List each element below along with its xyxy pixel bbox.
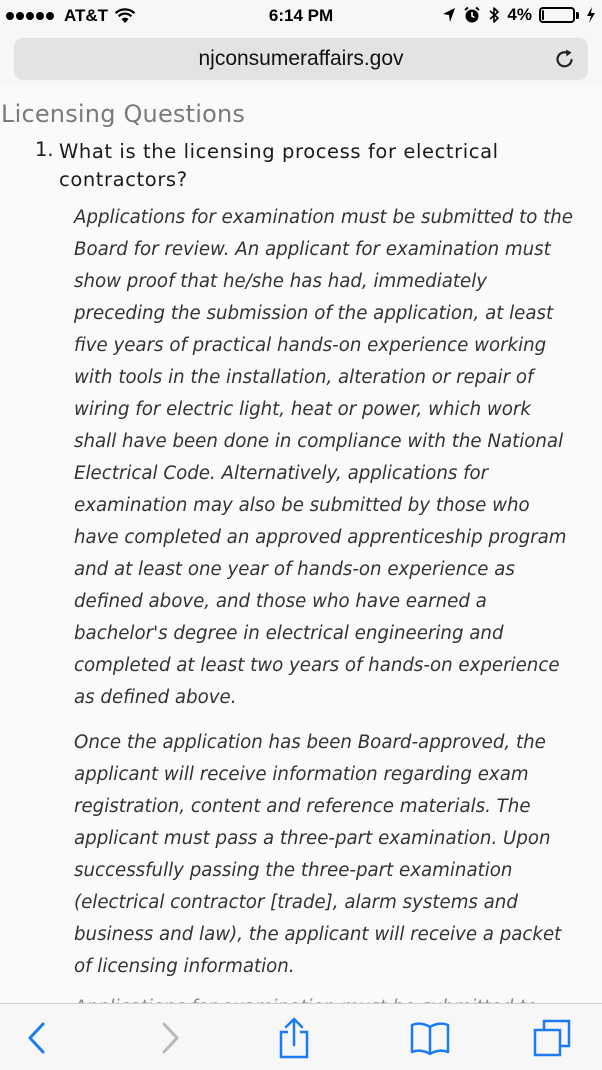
battery-percent: 4% (507, 5, 532, 24)
battery-nub (576, 12, 579, 19)
section-title: Licensing Questions (1, 100, 246, 128)
status-right (442, 5, 596, 25)
battery-icon (539, 7, 575, 23)
share-icon (277, 1017, 311, 1059)
question-number: 1. (35, 138, 54, 161)
alarm-clock-icon (463, 6, 481, 24)
back-button[interactable] (15, 1016, 59, 1060)
open-book-icon (409, 1021, 451, 1055)
tabs-button[interactable] (530, 1016, 574, 1060)
status-bar (0, 0, 602, 34)
chevron-left-icon (25, 1021, 49, 1055)
battery-level-fill (542, 10, 544, 20)
bookmarks-button[interactable] (408, 1016, 452, 1060)
tabs-icon (532, 1018, 572, 1058)
location-arrow-icon (442, 7, 456, 23)
carrier-name: AT&T (64, 6, 109, 25)
question-text: What is the licensing process for electrical contractors? (59, 140, 499, 191)
address-bar-domain[interactable]: njconsumeraffairs.gov (198, 47, 404, 70)
answer-paragraph: Applications for examination must be submitted to the Board for review. An applicant for examination must show proof that he/she has had, immediately preceding the submission of the application, at least five years of practical hands-on experience working with tools in the installation, alteration or repair of wiring for electric light, heat or power, which work shall have been done in compliance with the National Electrical Code. Alternatively, applications for examination may also be submitted by those who have completed an approved apprenticeship program and at least one year of hands-on experience as defined above, and those who have earned a bachelor's degree in electrical engineering and completed at least two years of hands-on experience as defined above. (74, 207, 573, 708)
share-button[interactable] (272, 1016, 316, 1060)
address-bar-area (0, 34, 602, 86)
chevron-right-icon (158, 1021, 182, 1055)
answer-paragraph: Once the application has been Board-approved, the applicant will receive information regarding exam registration, content and reference materials. The applicant must pass a three-part examination. Upon successfully passing the three-part examination (electrical contractor [trade], alarm systems and business and law), the applicant will receive a packet of licensing information. (74, 732, 562, 977)
address-bar[interactable] (14, 38, 588, 80)
status-time: 6:14 PM (268, 6, 334, 25)
bluetooth-icon (488, 6, 500, 24)
web-content[interactable] (0, 86, 602, 1003)
forward-button[interactable] (148, 1016, 192, 1060)
charging-bolt-icon (586, 7, 596, 23)
browser-toolbar (0, 1003, 602, 1070)
reload-icon[interactable] (554, 48, 576, 70)
